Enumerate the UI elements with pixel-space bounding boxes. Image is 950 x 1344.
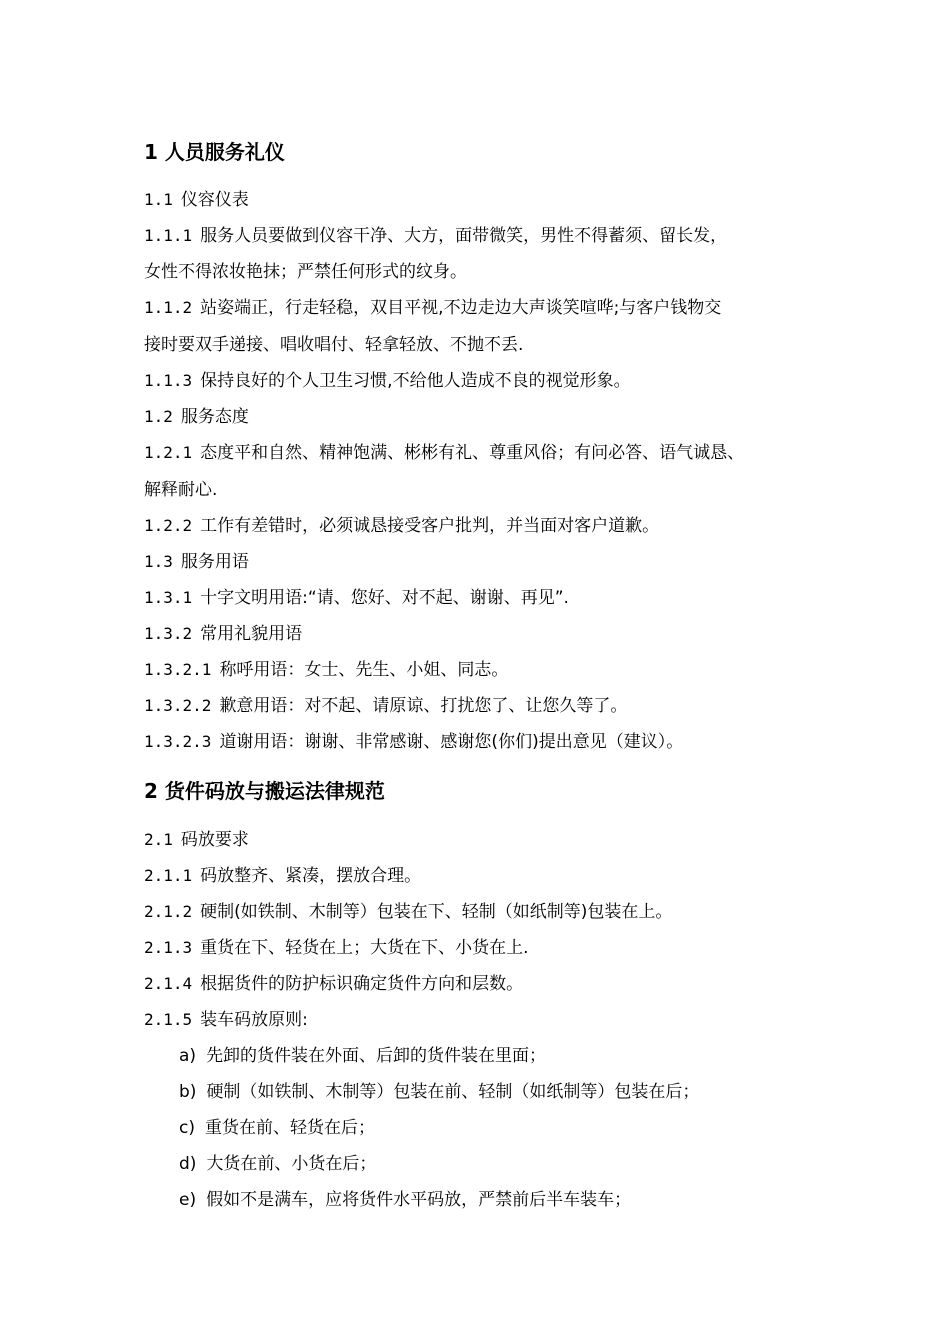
clause-text: 态度平和自然、精神饱满、彬彬有礼、尊重风俗；有问必答、语气诚恳、: [200, 443, 745, 463]
paragraph-line: [144, 551, 249, 573]
list-marker: a): [179, 1046, 197, 1066]
clause-number: 1.3.2.3: [144, 732, 212, 751]
clause-number: 1.3.2.2: [144, 696, 212, 715]
clause-text: 重货在下、轻货在上；大货在下、小货在上.: [200, 938, 529, 958]
clause-text: 服务用语: [180, 552, 249, 572]
clause-number: 1.1.2: [144, 298, 193, 317]
clause-number: 2.1.4: [144, 974, 193, 993]
paragraph-line: [144, 1009, 308, 1031]
paragraph-line: [144, 442, 744, 464]
clause-number: 2.1.3: [144, 938, 193, 957]
clause-number: 1.1.3: [144, 371, 193, 390]
clause-text: 称呼用语：女士、先生、小姐、同志。: [219, 660, 509, 680]
paragraph-line: [144, 406, 249, 428]
paragraph-line: [144, 937, 529, 959]
clause-text: 服务态度: [180, 407, 249, 427]
clause-text: 仪容仪表: [180, 190, 249, 210]
list-item: [179, 1153, 376, 1175]
list-marker: b): [179, 1082, 197, 1102]
clause-text: 根据货件的防护标识确定货件方向和层数。: [200, 974, 524, 994]
list-marker: c): [179, 1118, 195, 1138]
clause-number: 1.1: [144, 190, 173, 209]
paragraph-line: [144, 731, 683, 753]
clause-number: 1.3.2: [144, 624, 193, 643]
paragraph-line: [144, 901, 672, 923]
list-item: [179, 1045, 546, 1067]
clause-number: 1.3: [144, 552, 173, 571]
clause-number: 2.1.1: [144, 866, 193, 885]
clause-number: 1.2.1: [144, 443, 193, 462]
clause-text: 歉意用语：对不起、请原谅、打扰您了、让您久等了。: [219, 696, 628, 716]
list-item-text: 重货在前、轻货在后；: [204, 1118, 375, 1138]
clause-text: 解释耐心.: [144, 480, 218, 500]
paragraph-line: [144, 189, 249, 211]
paragraph-line: [144, 334, 523, 356]
list-marker: e): [179, 1190, 197, 1210]
paragraph-line: [144, 865, 421, 887]
clause-text: 服务人员要做到仪容干净、大方，面带微笑，男性不得蓄须、留长发，: [200, 226, 728, 246]
clause-text: 站姿端正，行走轻稳，双目平视,不边走边大声谈笑喧哗;与客户钱物交: [200, 298, 722, 318]
clause-text: 道谢用语：谢谢、非常感谢、感谢您(你们)提出意见（建议）。: [219, 732, 684, 752]
clause-number: 2.1.5: [144, 1010, 193, 1029]
list-item-text: 硬制（如铁制、木制等）包装在前、轻制（如纸制等）包装在后；: [206, 1082, 700, 1102]
clause-number: 1.2.2: [144, 516, 193, 535]
list-item: [179, 1117, 375, 1139]
clause-number: 1.3.1: [144, 588, 193, 607]
paragraph-line: [144, 297, 721, 319]
section-heading: 1 人员服务礼仪: [144, 140, 285, 164]
clause-number: 2.1.2: [144, 902, 193, 921]
list-item: [179, 1189, 631, 1211]
clause-text: 码放要求: [180, 830, 249, 850]
paragraph-line: [144, 370, 631, 392]
clause-text: 十字文明用语:“请、您好、对不起、谢谢、再见”.: [200, 588, 569, 608]
list-item: [179, 1081, 699, 1103]
clause-text: 工作有差错时，必须诚恳接受客户批判，并当面对客户道歉。: [200, 516, 660, 536]
clause-text: 保持良好的个人卫生习惯,不给他人造成不良的视觉形象。: [200, 371, 631, 391]
clause-number: 2.1: [144, 830, 173, 849]
clause-text: 接时要双手递接、唱收唱付、轻拿轻放、不抛不丢.: [144, 335, 524, 355]
paragraph-line: [144, 623, 302, 645]
section-heading: 2 货件码放与搬运法律规范: [144, 779, 385, 803]
clause-text: 码放整齐、紧凑，摆放合理。: [200, 866, 422, 886]
clause-text: 女性不得浓妆艳抹；严禁任何形式的纹身。: [144, 262, 467, 282]
clause-text: 常用礼貌用语: [200, 624, 303, 644]
clause-number: 1.1.1: [144, 226, 193, 245]
paragraph-line: [144, 973, 523, 995]
clause-text: 装车码放原则:: [200, 1010, 308, 1030]
paragraph-line: [144, 515, 659, 537]
paragraph-line: [144, 261, 467, 283]
paragraph-line: [144, 225, 727, 247]
paragraph-line: [144, 587, 569, 609]
clause-number: 1.2: [144, 407, 173, 426]
paragraph-line: [144, 695, 627, 717]
list-item-text: 大货在前、小货在后；: [206, 1154, 377, 1174]
paragraph-line: [144, 479, 217, 501]
list-marker: d): [179, 1154, 197, 1174]
clause-number: 1.3.2.1: [144, 660, 212, 679]
paragraph-line: [144, 659, 508, 681]
list-item-text: 先卸的货件装在外面、后卸的货件装在里面；: [206, 1046, 547, 1066]
paragraph-line: [144, 829, 249, 851]
list-item-text: 假如不是满车，应将货件水平码放，严禁前后半车装车；: [206, 1190, 632, 1210]
clause-text: 硬制(如铁制、木制等）包装在下、轻制（如纸制等)包装在上。: [200, 902, 673, 922]
